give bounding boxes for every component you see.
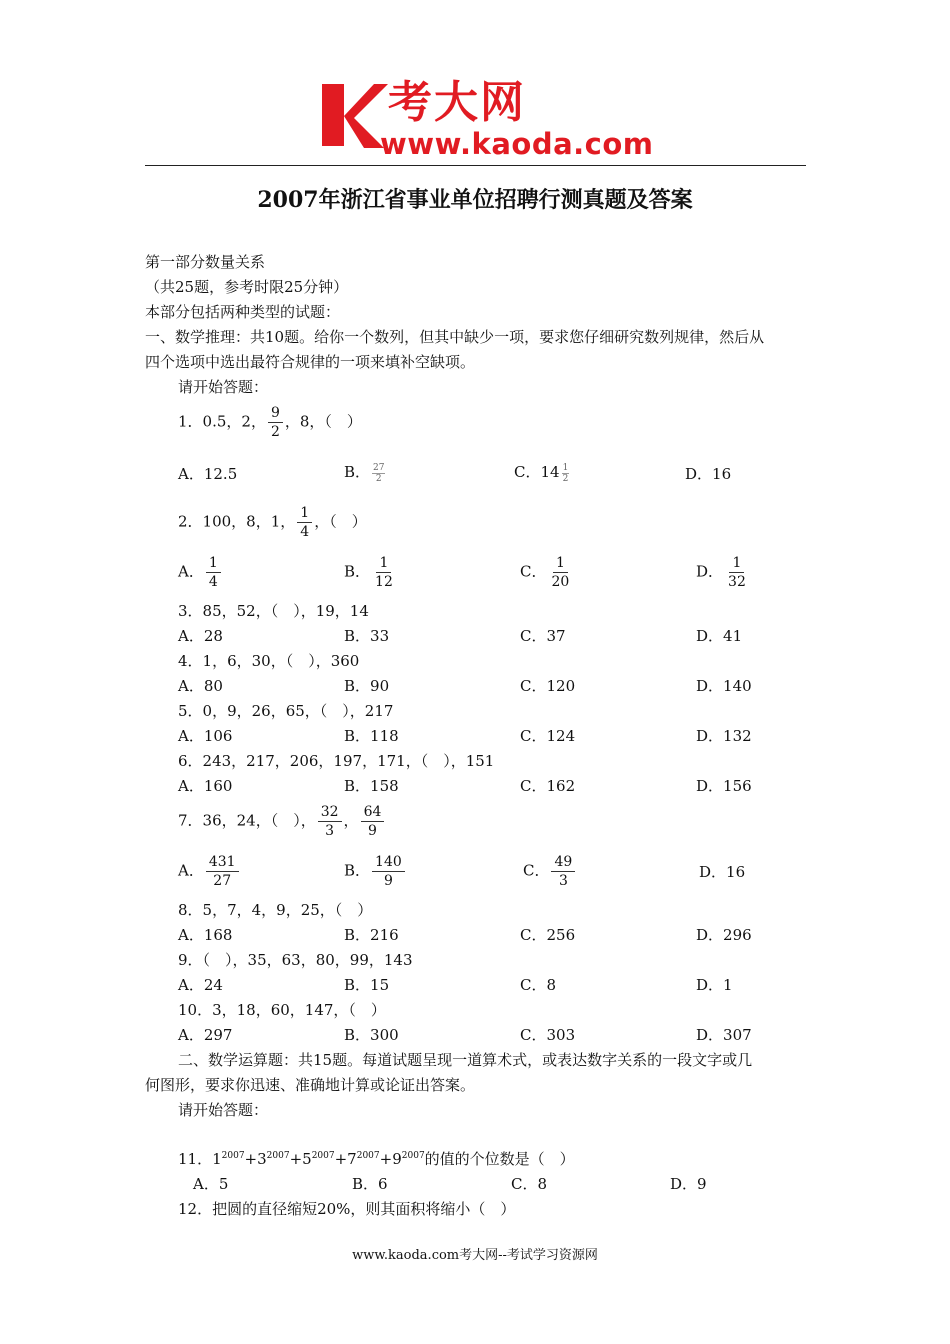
- q6-option-b: B．158: [344, 777, 399, 795]
- q9-option-a: A．24: [178, 976, 223, 994]
- q2-option-d: D． $\frac{1}{32}$: [696, 555, 746, 590]
- q10-option-a: A．297: [178, 1026, 233, 1044]
- q8-option-b: B．216: [344, 926, 399, 944]
- question-10-stem: 10．3，18，60，147，（ ）: [178, 1001, 386, 1019]
- part-types: 本部分包括两种类型的试题：: [145, 303, 341, 321]
- q5-option-a: A．106: [178, 727, 233, 745]
- logo-chinese-name: 考大网: [388, 77, 526, 128]
- question-5-stem: 5．0，9，26，65，（ ），217: [178, 702, 394, 720]
- q7-option-a: A． $\frac{431}{27}$: [178, 853, 241, 890]
- section2-desc-line1: 二、数学运算题：共15题。每道试题呈现一道算术式，或表达数字关系的一段文字或几: [178, 1051, 753, 1069]
- question-2-stem: 2．100，8，1， $\frac{1}{4}$ ，（ ）: [178, 505, 367, 540]
- q9-option-c: C．8: [520, 976, 557, 994]
- page-footer: www.kaoda.com考大网--考试学习资源网: [352, 1248, 598, 1263]
- q5-option-c: C．124: [520, 727, 576, 745]
- q3-option-d: D．41: [696, 627, 743, 645]
- q11-option-c: C．8: [511, 1175, 548, 1193]
- q10-option-d: D．307: [696, 1026, 752, 1044]
- q7-option-b: B． $\frac{140}{9}$: [344, 853, 407, 890]
- start-prompt: 请开始答题：: [178, 378, 269, 396]
- q1-option-d: D．16: [685, 465, 732, 483]
- q7-option-c: C． $\frac{49}{3}$: [523, 853, 577, 890]
- question-4-stem: 4．1，6，30，（ ），360: [178, 652, 360, 670]
- q10-option-b: B．300: [344, 1026, 399, 1044]
- q11-option-d: D．9: [670, 1175, 707, 1193]
- q2-option-c: C． $\frac{1}{20}$: [520, 555, 570, 590]
- section2-desc-line2: 何图形，要求你迅速、准确地计算或论证出答案。: [145, 1076, 476, 1094]
- question-9-stem: 9．（ ），35，63，80，99，143: [178, 951, 413, 969]
- question-6-stem: 6．243，217，206，197，171，（ ），151: [178, 752, 495, 770]
- start-prompt-2: 请开始答题：: [178, 1101, 269, 1119]
- q2-option-a: A． $\frac{1}{4}$: [178, 554, 223, 591]
- part-count: （共25题，参考时限25分钟）: [145, 278, 349, 296]
- question-1-stem: 1．0.5，2， $\frac{9}{2}$ ，8，（ ）: [178, 405, 362, 440]
- part-heading: 第一部分数量关系: [145, 253, 266, 271]
- q11-option-b: B．6: [352, 1175, 388, 1193]
- q4-option-a: A．80: [178, 677, 223, 695]
- section1-desc-line1: 一、数学推理：共10题。给你一个数列，但其中缺少一项，要求您仔细研究数列规律，然后从: [145, 328, 765, 346]
- header-divider: [145, 165, 806, 166]
- question-12-stem: 12．把圆的直径缩短20%，则其面积将缩小（ ）: [178, 1200, 516, 1218]
- q3-option-a: A．28: [178, 627, 223, 645]
- q4-option-c: C．120: [520, 677, 576, 695]
- fraction: $\frac{9}{2}$: [268, 404, 283, 441]
- q1-option-b: B． $\frac{27}{2}$: [344, 462, 385, 484]
- question-8-stem: 8．5，7，4，9，25，（ ）: [178, 901, 373, 919]
- question-3-stem: 3．85，52，（ ），19，14: [178, 602, 369, 620]
- q9-option-d: D．1: [696, 976, 733, 994]
- kaoda-k-logo-icon: [318, 82, 388, 156]
- q3-option-b: B．33: [344, 627, 390, 645]
- q1-option-c: C．14 $\frac{1}{2}$: [514, 462, 569, 484]
- q7-option-d: D．16: [699, 863, 746, 881]
- q4-option-d: D．140: [696, 677, 752, 695]
- q1-option-a: A．12.5: [178, 465, 238, 483]
- q5-option-b: B．118: [344, 727, 399, 745]
- q11-option-a: A．5: [193, 1175, 229, 1193]
- q10-option-c: C．303: [520, 1026, 576, 1044]
- q9-option-b: B．15: [344, 976, 390, 994]
- q5-option-d: D．132: [696, 727, 752, 745]
- question-7-stem: 7．36，24，（ ）， $\frac{32}{3}$ ， $\frac{64}{9}$: [178, 803, 386, 840]
- q4-option-b: B．90: [344, 677, 390, 695]
- q8-option-a: A．168: [178, 926, 233, 944]
- q8-option-c: C．256: [520, 926, 576, 944]
- q3-option-c: C．37: [520, 627, 566, 645]
- q8-option-d: D．296: [696, 926, 752, 944]
- q6-option-a: A．160: [178, 777, 233, 795]
- logo-url: www.kaoda.com: [380, 127, 654, 161]
- document-title: 2007年浙江省事业单位招聘行测真题及答案: [257, 187, 693, 213]
- question-11-stem: 11．$1^{2007}+3^{2007}+5^{2007}+7^{2007}+9^{2007}$的值的个位数是（ ）: [178, 1150, 575, 1168]
- section1-desc-line2: 四个选项中选出最符合规律的一项来填补空缺项。: [145, 353, 476, 371]
- q6-option-c: C．162: [520, 777, 576, 795]
- q6-option-d: D．156: [696, 777, 752, 795]
- q2-option-b: B． $\frac{1}{12}$: [344, 555, 393, 590]
